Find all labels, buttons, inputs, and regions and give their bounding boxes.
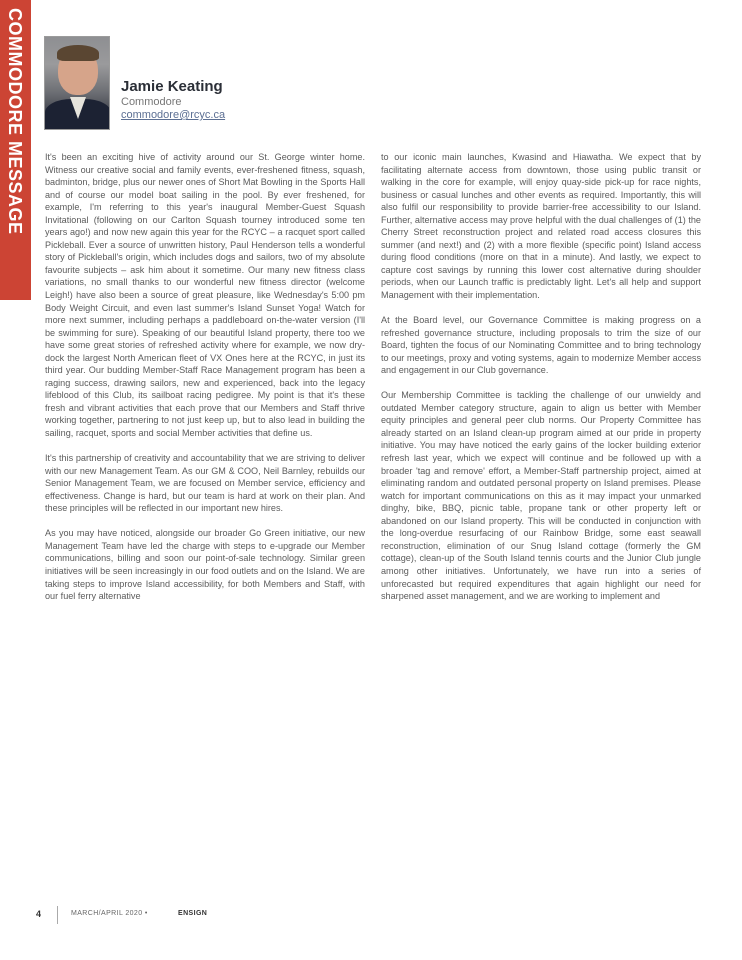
page-number: 4 [36, 909, 42, 919]
paragraph: to our iconic main launches, Kwasind and Hiawatha. We expect that by facilitating alternate access from downtown, those using public transit or walking in the core for example, will enjoy quay-side pick-up for race nights, business or casual lunches and other events as required. Importantly, this will also fulfil our responsibility to provide barrier-free accessibility to our Island. Further, alternative access may prove helpful with the dual challenges of (1) the Cherry Street reconstruction project and related road access closures this summer (and next!) and (2) with a more flexible (specific point) Island access during flood conditions (more on that in a minute). And lastly, we expect to capture cost savings by running this lower cost alternative during shoulder periods, when our Launch traffic is predictably light. Let's all help and support Management with their implementation. [381, 152, 701, 301]
author-name: Jamie Keating [121, 78, 223, 95]
section-label: COMMODORE MESSAGE [5, 8, 25, 235]
paragraph: At the Board level, our Governance Committee is making progress on a refreshed governance structure, including proposals to trim the size of our Board, tighten the focus of our Nominating Committee and to bring technology to our meetings, proxy and voting systems, again to modernize Member access and engagement in our Club governance. [381, 315, 701, 376]
publication-name: ENSIGN [178, 910, 208, 917]
author-title: Commodore [121, 96, 182, 108]
paragraph: Our Membership Committee is tackling the challenge of our unwieldy and outdated Member category structure, again to align us better with Member equity principles and general peer club norms. Our Property Committee has already started on an Island clean-up program aimed at our pride in property initiative. You may have noticed the early gains of the locker building exterior refresh last year, which we expect will continue and be followed up with a broader 'tag and remove' effort, a Member-Staff partnership project, aimed at eliminating random and outdated personal property on Island premises. Please watch for important communications on this as it may impact your unmarked dinghy, bike, BBQ, picnic table, propane tank or other property left or abandoned on our Island property. This will be conducted in conjunction with the long-overdue resurfacing of our Rainbow Bridge, some east seawall reconstruction, elimination of our Snug Island cottage (formerly the GM cottage), clean-up of the South Island tennis courts and the Junior Club jungle among other initiatives. Unfortunately, we have run into a series of unforecasted but required expenditures that again highlight our need for sharpened asset management, and we are working to implement and [381, 390, 701, 602]
author-email-link[interactable]: commodore@rcyc.ca [121, 109, 226, 121]
article-column-right [381, 151, 701, 615]
article-column-left [45, 151, 365, 615]
paragraph: As you may have noticed, alongside our broader Go Green initiative, our new Management Team have led the charge with steps to e-upgrade our Member communications, billing and soon our point-of-sale technology. Similar green initiatives will be seen increasingly in our food outlets and on the Island. We are taking steps to improve Island accessibility, for both Members and Staff, with our fuel ferry alternative [45, 528, 365, 602]
paragraph: It's been an exciting hive of activity around our St. George winter home. Witness our creative social and family events, ever-freshened fitness, squash, badminton, bridge, plus our newer ones of Short Mat Bowling in the Sports Hall and of course our model boat sailing in the pool. By ever freshened, for example, I'm referring to this year's inaugural Member-Guest Squash Invitational (following on our Carlton Squash tourney introduced some ten years ago!) and now new again this year for the RCYC – a racquet sport called Pickleball. Ever a source of unwritten history, Paul Henderson tells a wonderful story of Pickleball's origin, which includes dogs and sailors, two of my absolute favourite subjects – ask him about it sometime. Our many new fitness class variations, no small thanks to our wonderful new fitness director (welcome Leigh!) have also been a source of great pleasure, like Wednesday's 5:00 pm Body Weight Circuit, and even last summer's Island Sunset Yoga! Watch for more next summer, including perhaps a paddleboard on-the-water version (I'll be swimming for sure). Speaking of our beautiful Island property, there too we have some great stories of refreshed activity where for example, we now dry-dock the largest North American fleet of VX Ones here at the RCYC, in just its third year. Our budding Member-Staff Race Management program has been a raging success, drawing sailors, new and experienced, back into the legacy lifeblood of this Club, its sailboat racing pedigree. My point is that it's these fresh and vibrant activities that each prove that our Members and Staff thrive working together, partnering to not just keep up, but to also lead in building the sailing, racquet, sports and social Member activities that define us. [45, 152, 365, 439]
issue-date: MARCH/APRIL 2020 • [71, 910, 148, 917]
section-tab [0, 0, 31, 300]
paragraph: It's this partnership of creativity and accountability that we are striving to deliver with our new Management Team. As our GM & COO, Neil Barnley, rebuilds our Senior Management Team, we are focused on Member service, efficiency and effectiveness. Change is hard, but our team is hard at work on their plan. And these principles will be reflected in our important new hires. [45, 453, 365, 514]
author-photo [44, 36, 110, 130]
footer-divider [57, 906, 58, 924]
